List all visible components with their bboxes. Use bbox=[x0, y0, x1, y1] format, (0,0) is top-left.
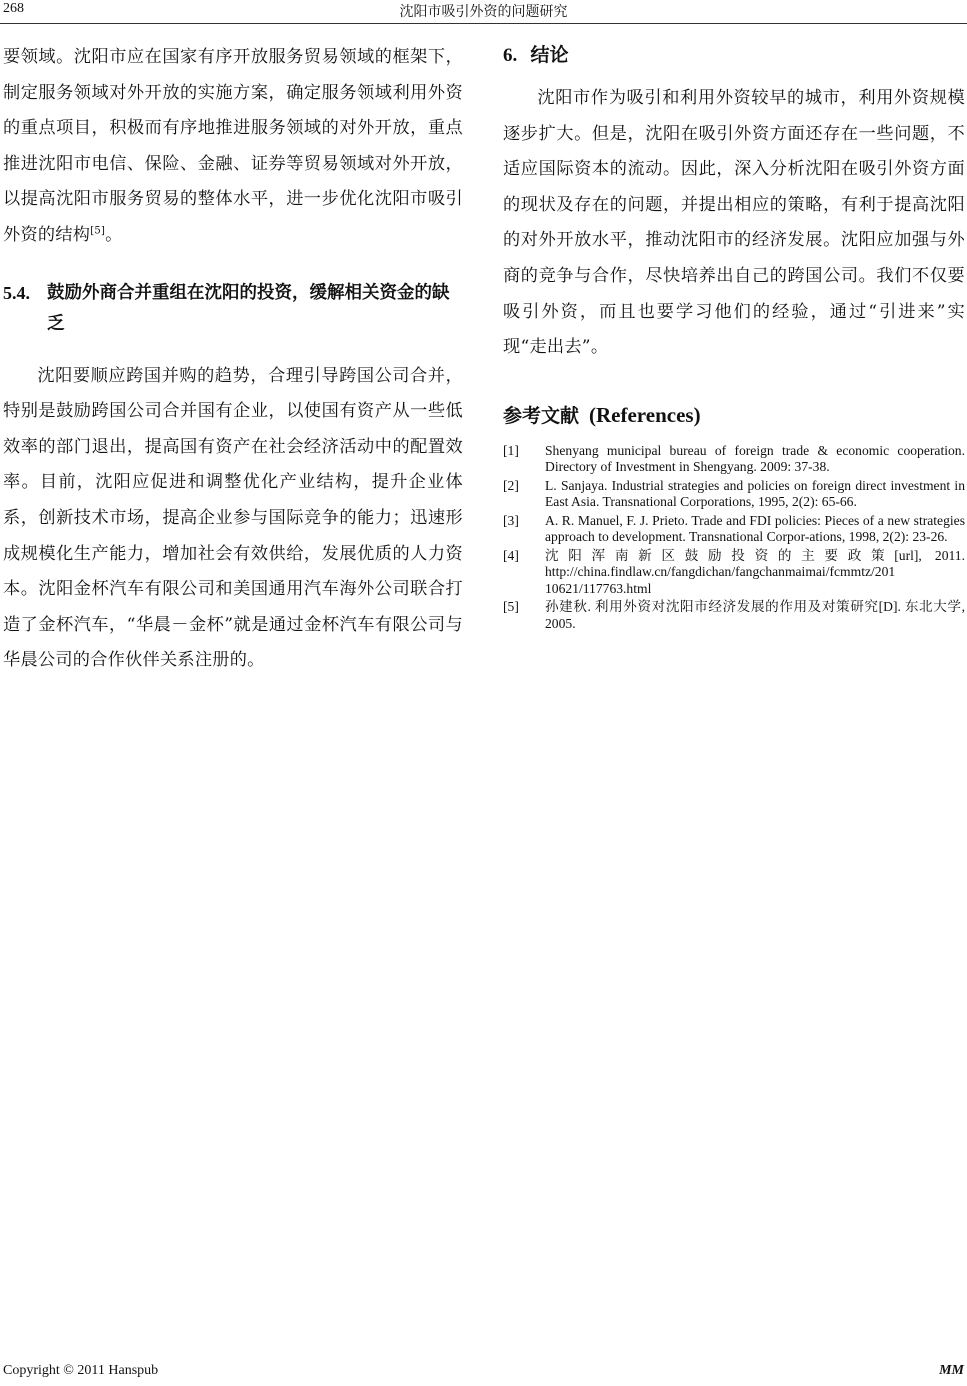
reference-number: [1] bbox=[503, 442, 519, 458]
section-heading-5-4 bbox=[3, 278, 463, 340]
section-title: 鼓励外商合并重组在沈阳的投资，缓解相关资金的缺乏 bbox=[47, 282, 450, 334]
page-footer bbox=[0, 1360, 967, 1386]
reference-list bbox=[503, 443, 965, 633]
page-number: 268 bbox=[3, 1, 24, 16]
reference-number: [3] bbox=[503, 512, 519, 528]
section-number: 5.4. bbox=[3, 282, 30, 303]
reference-text: A. R. Manuel, F. J. Prieto. Trade and FDI policies: Pieces of a new strategies approach to development. Transnational Corpor-ations, 1998, 2(2): 23-26. bbox=[545, 512, 965, 545]
paragraph-5-4: 沈阳要顺应跨国并购的趋势，合理引导跨国公司合并，特别是鼓励跨国公司合并国有企业，以使国有资产从一些低效率的部门退出，提高国有资产在社会经济活动中的配置效率。目前，沈阳应促进和调整优化产业结构，提升企业体系，创新技术市场，提高企业参与国际竞争的能力；迅速形成规模化生产能力，增加社会有效供给，发展优质的人力资本。沈阳金杯汽车有限公司和美国通用汽车海外公司联合打造了金杯汽车，“华晨－金杯”就是通过金杯汽车有限公司与华晨公司的合作伙伴关系注册的。 bbox=[3, 365, 463, 671]
reference-number: [4] bbox=[503, 547, 519, 563]
reference-text[interactable]: 沈阳浑南新区鼓励投资的主要政策[url], 2011. http://china.findlaw.cn/fangdichan/fangchanmaimai/fcmmtz/201 10621/117763.html bbox=[545, 547, 965, 596]
section-heading-6 bbox=[503, 40, 965, 71]
reference-item bbox=[503, 443, 965, 476]
reference-item bbox=[503, 478, 965, 511]
reference-text: L. Sanjaya. Industrial strategies and policies on foreign direct investment in East Asia. Transnational Corporations, 1995, 2(2): 65-66. bbox=[545, 477, 965, 510]
reference-item bbox=[503, 513, 965, 546]
paragraph-continued-text: 要领域。沈阳市应在国家有序开放服务贸易领域的框架下，制定服务领域对外开放的实施方案，确定服务领域利用外资的重点项目，积极而有序地推进服务领域的对外开放，重点推进沈阳市电信、保险、金融、证券等贸易领域对外开放，以提高沈阳市服务贸易的整体水平，进一步优化沈阳市吸引外资的结构 bbox=[3, 47, 463, 245]
copyright-notice: Copyright © 2011 Hanspub bbox=[3, 1363, 159, 1378]
running-title: 沈阳市吸引外资的问题研究 bbox=[399, 4, 568, 20]
reference-text: 孙建秋. 利用外资对沈阳市经济发展的作用及对策研究[D]. 东北大学, 2005. bbox=[545, 599, 965, 631]
references-title-en: (References) bbox=[589, 402, 701, 427]
reference-text: Shenyang municipal bureau of foreign trade & economic cooperation. Directory of Investment in Shengyang. 2009: 37-38. bbox=[545, 442, 965, 475]
right-column bbox=[503, 40, 965, 634]
reference-item bbox=[503, 599, 965, 632]
paragraph-continued bbox=[3, 40, 463, 254]
section-title: 结论 bbox=[530, 44, 569, 66]
reference-number: [2] bbox=[503, 477, 519, 493]
header-rule bbox=[0, 23, 967, 24]
paragraph-conclusion: 沈阳市作为吸引和利用外资较早的城市，利用外资规模逐步扩大。但是，沈阳在吸引外资方面还存在一些问题，不适应国际资本的流动。因此，深入分析沈阳在吸引外资方面的现状及存在的问题，并提出相应的策略，有利于提高沈阳的对外开放水平，推动沈阳市的经济发展。沈阳应加强与外商的竞争与合作，尽快培养出自己的跨国公司。我们不仅要吸引外资，而且也要学习他们的经验，通过“引进来”实现“走出去”。 bbox=[503, 88, 965, 358]
references-title-cn: 参考文献 bbox=[503, 404, 580, 427]
section-number: 6. bbox=[503, 45, 518, 66]
reference-number: [5] bbox=[503, 599, 519, 615]
journal-abbreviation: MM bbox=[939, 1363, 964, 1378]
citation-5[interactable]: [5] bbox=[90, 225, 106, 237]
running-header bbox=[0, 0, 967, 30]
reference-item bbox=[503, 548, 965, 598]
paragraph-continued-end: 。 bbox=[105, 224, 123, 245]
references-heading bbox=[503, 400, 965, 431]
left-column bbox=[3, 40, 463, 679]
